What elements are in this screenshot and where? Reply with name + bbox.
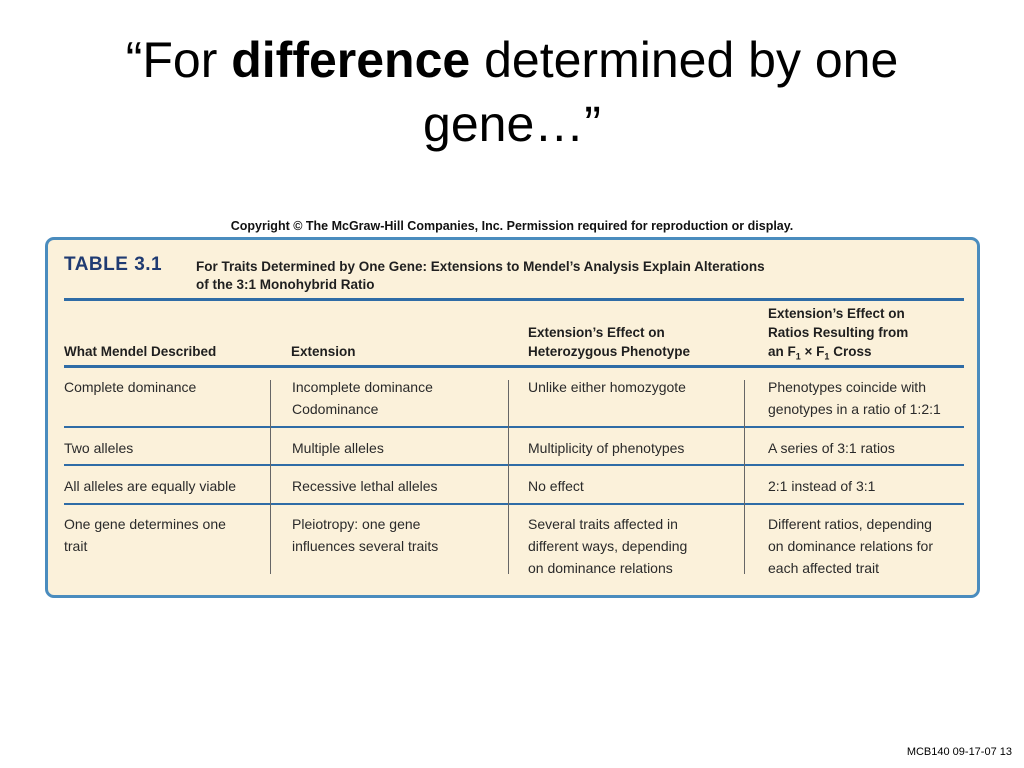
title-text-part1: “For [125, 32, 232, 88]
title-text-part2: determined by one gene…” [423, 32, 899, 152]
cell-line: Codominance [292, 401, 379, 417]
header-what-mendel-described: What Mendel Described [64, 344, 217, 359]
cell-line: different ways, depending [528, 538, 688, 554]
table-caption [196, 258, 896, 294]
row2-col2 [292, 437, 384, 459]
cell-line: Unlike either homozygote [528, 379, 686, 395]
table-top-rule [64, 298, 964, 301]
cell-line: A series of 3:1 ratios [768, 440, 895, 456]
row3-col4 [768, 475, 875, 497]
cell-line: Complete dominance [64, 379, 197, 395]
cell-line: on dominance relations for [768, 538, 933, 554]
row3-col2 [292, 475, 438, 497]
row1-col2 [292, 376, 433, 420]
cell-line: Pleiotropy: one gene [292, 516, 421, 532]
row3-rule [64, 503, 964, 505]
cell-line: trait [64, 538, 88, 554]
header-ratio-line3-a: an F [768, 344, 796, 359]
cell-line: on dominance relations [528, 560, 673, 576]
table-panel [45, 237, 980, 598]
table-caption-line2: of the 3:1 Monohybrid Ratio [196, 277, 375, 292]
cell-line: Recessive lethal alleles [292, 478, 438, 494]
cell-line: No effect [528, 478, 584, 494]
row1-rule [64, 426, 964, 428]
row1-col1 [64, 376, 196, 398]
row2-col3 [528, 437, 684, 459]
cell-line: All alleles are equally viable [64, 478, 236, 494]
table-caption-line1: For Traits Determined by One Gene: Extensions to Mendel’s Analysis Explain Alterations [196, 259, 765, 274]
column-separator [508, 380, 509, 574]
header-ratio-line2: Ratios Resulting from [768, 325, 909, 340]
table-label: TABLE 3.1 [64, 254, 163, 275]
row1-col4 [768, 376, 941, 420]
header-extension: Extension [291, 344, 356, 359]
cell-line: genotypes in a ratio of 1:2:1 [768, 401, 941, 417]
cell-line: Multiple alleles [292, 440, 384, 456]
cell-line: One gene determines one [64, 516, 226, 532]
header-heterozygous-line2: Heterozygous Phenotype [528, 344, 691, 359]
title-text-bold: difference [231, 32, 471, 88]
cell-line: Multiplicity of phenotypes [528, 440, 685, 456]
row4-col1 [64, 513, 226, 557]
row1-col3 [528, 376, 686, 398]
header-ratio-line3-b: × F [800, 344, 825, 359]
column-separator [270, 380, 271, 574]
header-ratio-sub2: 1 [824, 351, 830, 362]
cell-line: Two alleles [64, 440, 134, 456]
row4-col4 [768, 513, 933, 579]
row4-col3 [528, 513, 687, 579]
cell-line: 2:1 instead of 3:1 [768, 478, 876, 494]
row2-rule [64, 464, 964, 466]
header-ratio-sub1: 1 [795, 351, 801, 362]
cell-line: each affected trait [768, 560, 880, 576]
column-separator [744, 380, 745, 574]
cell-line: Phenotypes coincide with [768, 379, 926, 395]
slide-footer: MCB140 09-17-07 13 [906, 746, 1012, 758]
row4-col2 [292, 513, 438, 557]
cell-line: Several traits affected in [528, 516, 678, 532]
header-heterozygous-line1: Extension’s Effect on [528, 325, 665, 340]
row2-col1 [64, 437, 133, 459]
row2-col4 [768, 437, 895, 459]
header-heterozygous-effect [528, 323, 690, 361]
header-ratio-line1: Extension’s Effect on [768, 306, 905, 321]
slide-title [40, 28, 984, 156]
cell-line: Incomplete dominance [292, 379, 433, 395]
header-ratio-effect [768, 304, 908, 367]
cell-line: influences several traits [292, 538, 439, 554]
cell-line: Different ratios, depending [768, 516, 932, 532]
row3-col3 [528, 475, 584, 497]
row3-col1 [64, 475, 236, 497]
header-bottom-rule [64, 365, 964, 368]
copyright-notice: Copyright © The McGraw-Hill Companies, Inc. Permission required for reproduction or display. [230, 219, 794, 233]
header-ratio-line3 [768, 342, 908, 367]
header-ratio-line3-c: Cross [829, 344, 872, 359]
